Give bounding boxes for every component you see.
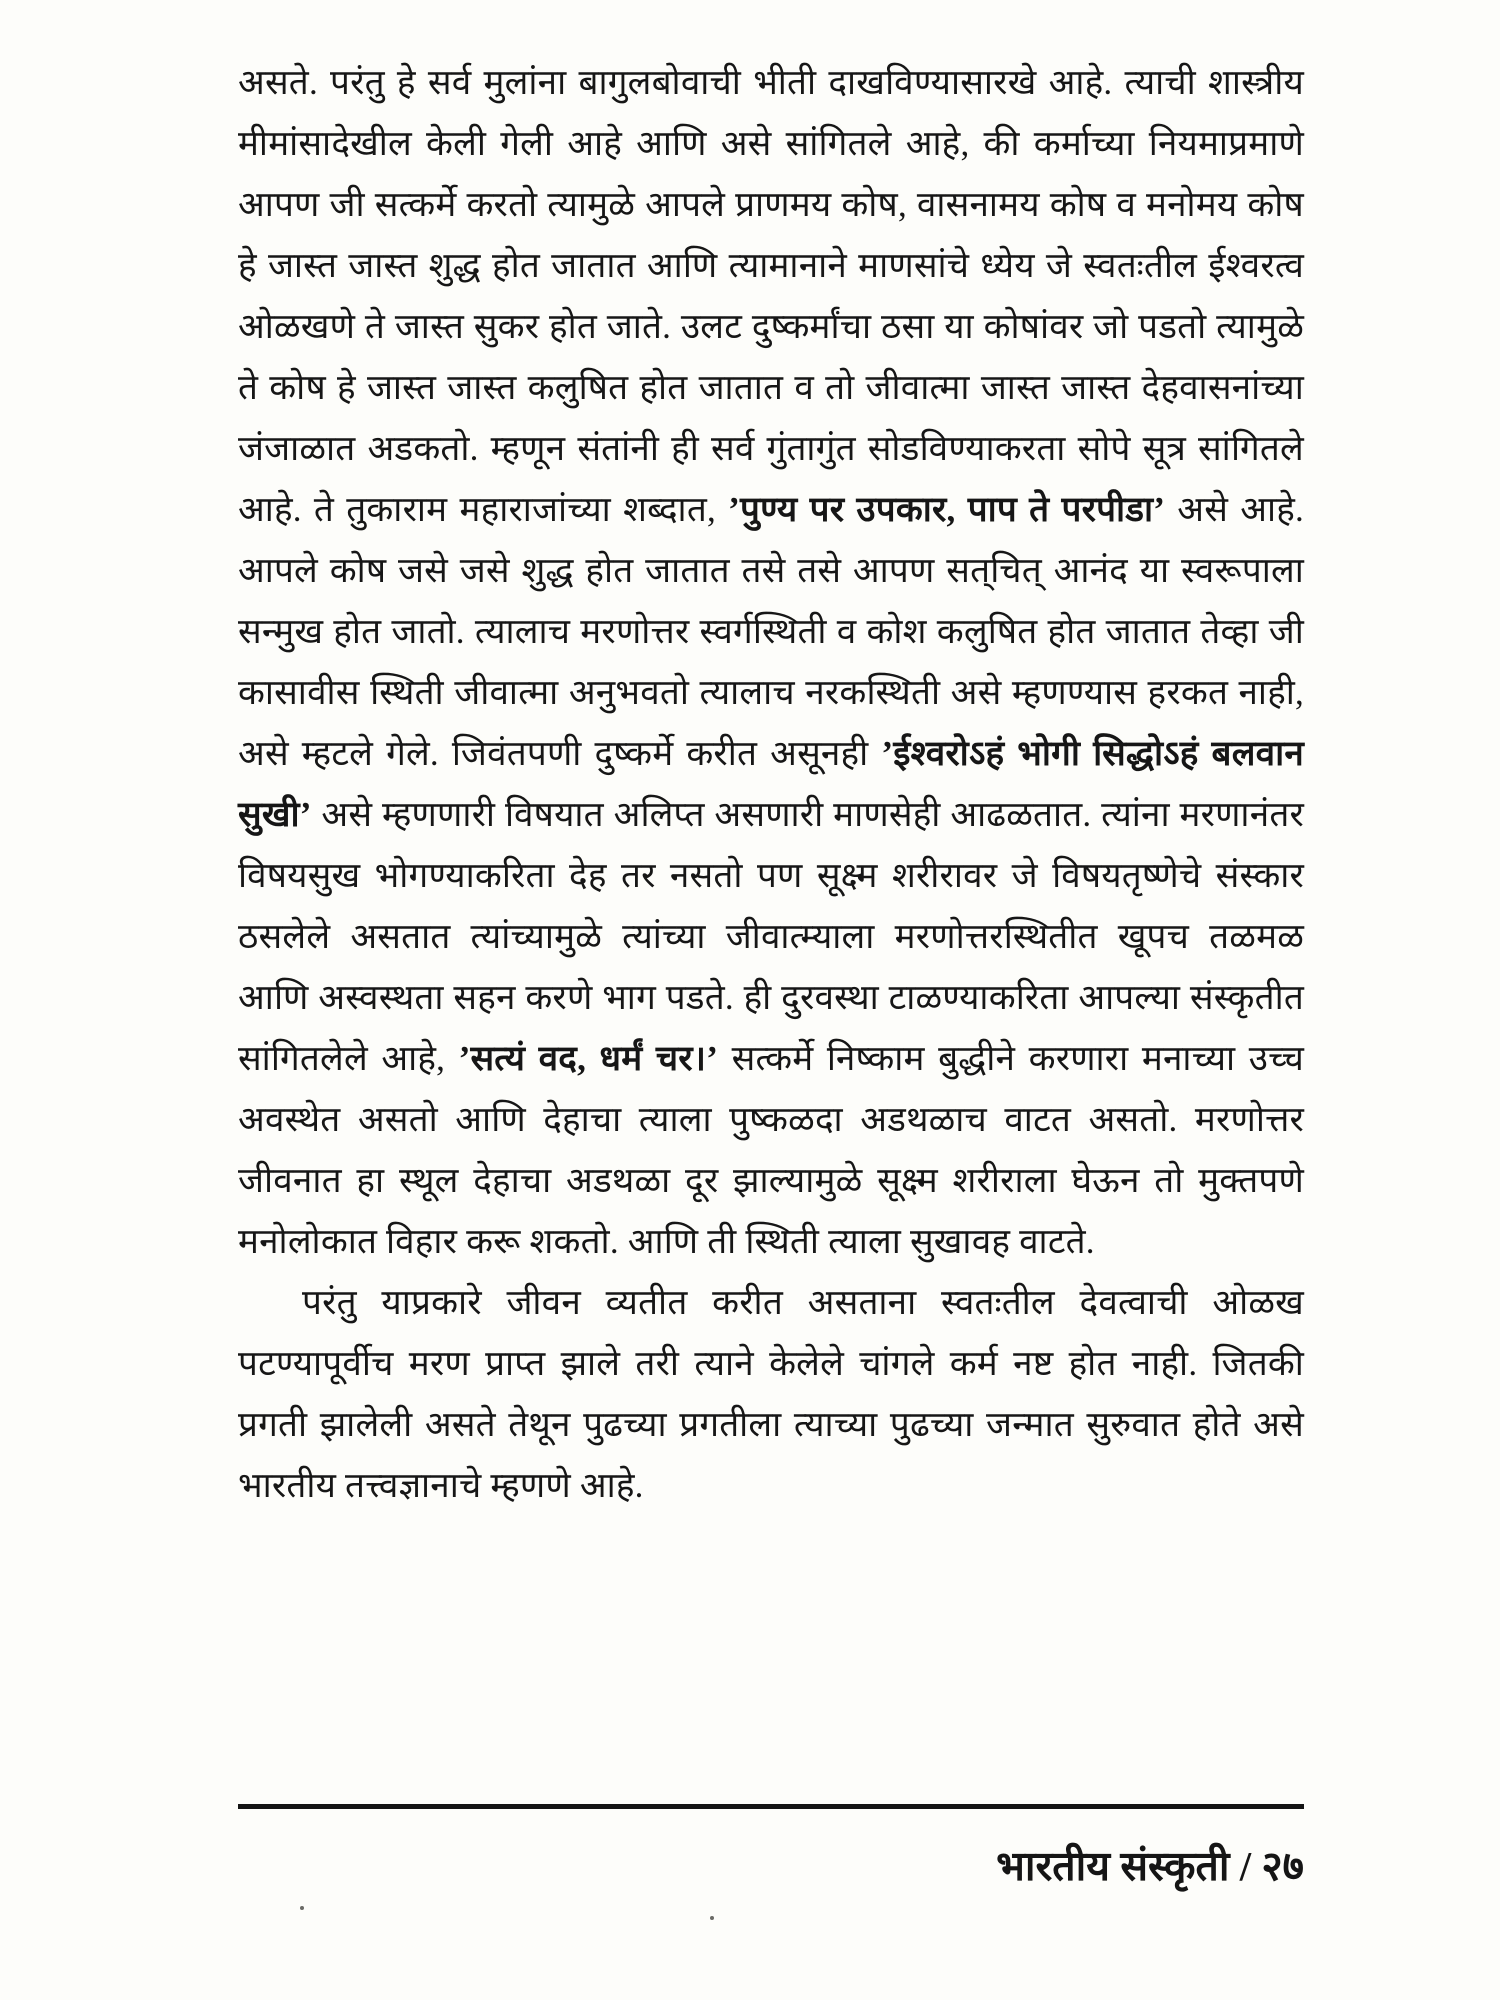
bold-quote-text: ’सत्यं वद, धर्मं चर।’ <box>458 1039 719 1078</box>
scan-speck <box>300 1906 304 1910</box>
bold-quote-text: ’पुण्य पर उपकार, पाप ते परपीडा’ <box>728 490 1166 529</box>
page-footer <box>238 1836 1304 1896</box>
scan-speck <box>710 1916 714 1920</box>
body-text: असे आहे. आपले कोष जसे जसे शुद्ध होत जातात तसे तसे आपण सत्‌चित्‌ आनंद या स्वरूपाला सन्मुख होत जातो. त्यालाच मरणोत्तर स्वर्गस्थिती व कोश कलुषित होत जातात तेव्हा जी कासावीस स्थिती जीवात्मा अनुभवतो त्यालाच नरकस्थिती असे म्हणण्यास हरकत नाही, असे म्हटले गेले. जिवंतपणी दुष्कर्मे करीत असूनही <box>238 490 1305 773</box>
page-text <box>238 52 1304 1516</box>
footer-divider <box>238 1804 1304 1809</box>
body-text: सत्कर्मे निष्काम बुद्धीने करणारा मनाच्या उच्च अवस्थेत असतो आणि देहाचा त्याला पुष्कळदा अडथळाच वाटत असतो. मरणोत्तर जीवनात हा स्थूल देहाचा अडथळा दूर झाल्यामुळे सूक्ष्म शरीराला घेऊन तो मुक्तपणे मनोलोकात विहार करू शकतो. आणि ती स्थिती त्याला सुखावह वाटते. <box>238 1039 1305 1261</box>
body-text: असते. परंतु हे सर्व मुलांना बागुलबोवाची भीती दाखविण्यासारखे आहे. त्याची शास्त्रीय मीमांसादेखील केली गेली आहे आणि असे सांगितले आहे, की कर्माच्या नियमाप्रमाणे आपण जी सत्कर्मे करतो त्यामुळे आपले प्राणमय कोष, वासनामय कोष व मनोमय कोष हे जास्त जास्त शुद्ध होत जातात आणि त्यामानाने माणसांचे ध्येय जे स्वतःतील ईश्वरत्व ओळखणे ते जास्त सुकर होत जाते. उलट दुष्कर्मांचा ठसा या कोषांवर जो पडतो त्यामुळे ते कोष हे जास्त जास्त कलुषित होत जातात व तो जीवात्मा जास्त जास्त देहवासनांच्या जंजाळात अडकतो. म्हणून संतांनी ही सर्व गुंतागुंत सोडविण्याकरता सोपे सूत्र सांगितले आहे. ते तुकाराम महाराजांच्या शब्दात, <box>238 63 1304 529</box>
bold-quote-text: ’ईश्वरोऽहं भोगी सिद्धोऽहं बलवान सुखी’ <box>238 734 1304 834</box>
body-text: असे म्हणणारी विषयात अलिप्त असणारी माणसेही आढळतात. त्यांना मरणानंतर विषयसुख भोगण्याकरिता देह तर नसतो पण सूक्ष्म शरीरावर जे विषयतृष्णेचे संस्कार ठसलेले असतात त्यांच्यामुळे त्यांच्या जीवात्म्याला मरणोत्तरस्थितीत खूपच तळमळ आणि अस्वस्थता सहन करणे भाग पडते. ही दुरवस्था टाळण्याकरिता आपल्या संस्कृतीत सांगितलेले आहे, <box>238 795 1304 1078</box>
body-text: परंतु याप्रकारे जीवन व्यतीत करीत असताना स्वतःतील देवत्वाची ओळख पटण्यापूर्वीच मरण प्राप्त झाले तरी त्याने केलेले चांगले कर्म नष्ट होत नाही. जितकी प्रगती झालेली असते तेथून पुढच्या प्रगतीला त्याच्या पुढच्या जन्मात सुरुवात होते असे भारतीय तत्त्वज्ञानाचे म्हणणे आहे. <box>238 1283 1304 1505</box>
footer-text: भारतीय संस्कृती / २७ <box>996 1843 1304 1889</box>
paragraph <box>238 52 1304 1272</box>
paragraph <box>238 1272 1304 1516</box>
